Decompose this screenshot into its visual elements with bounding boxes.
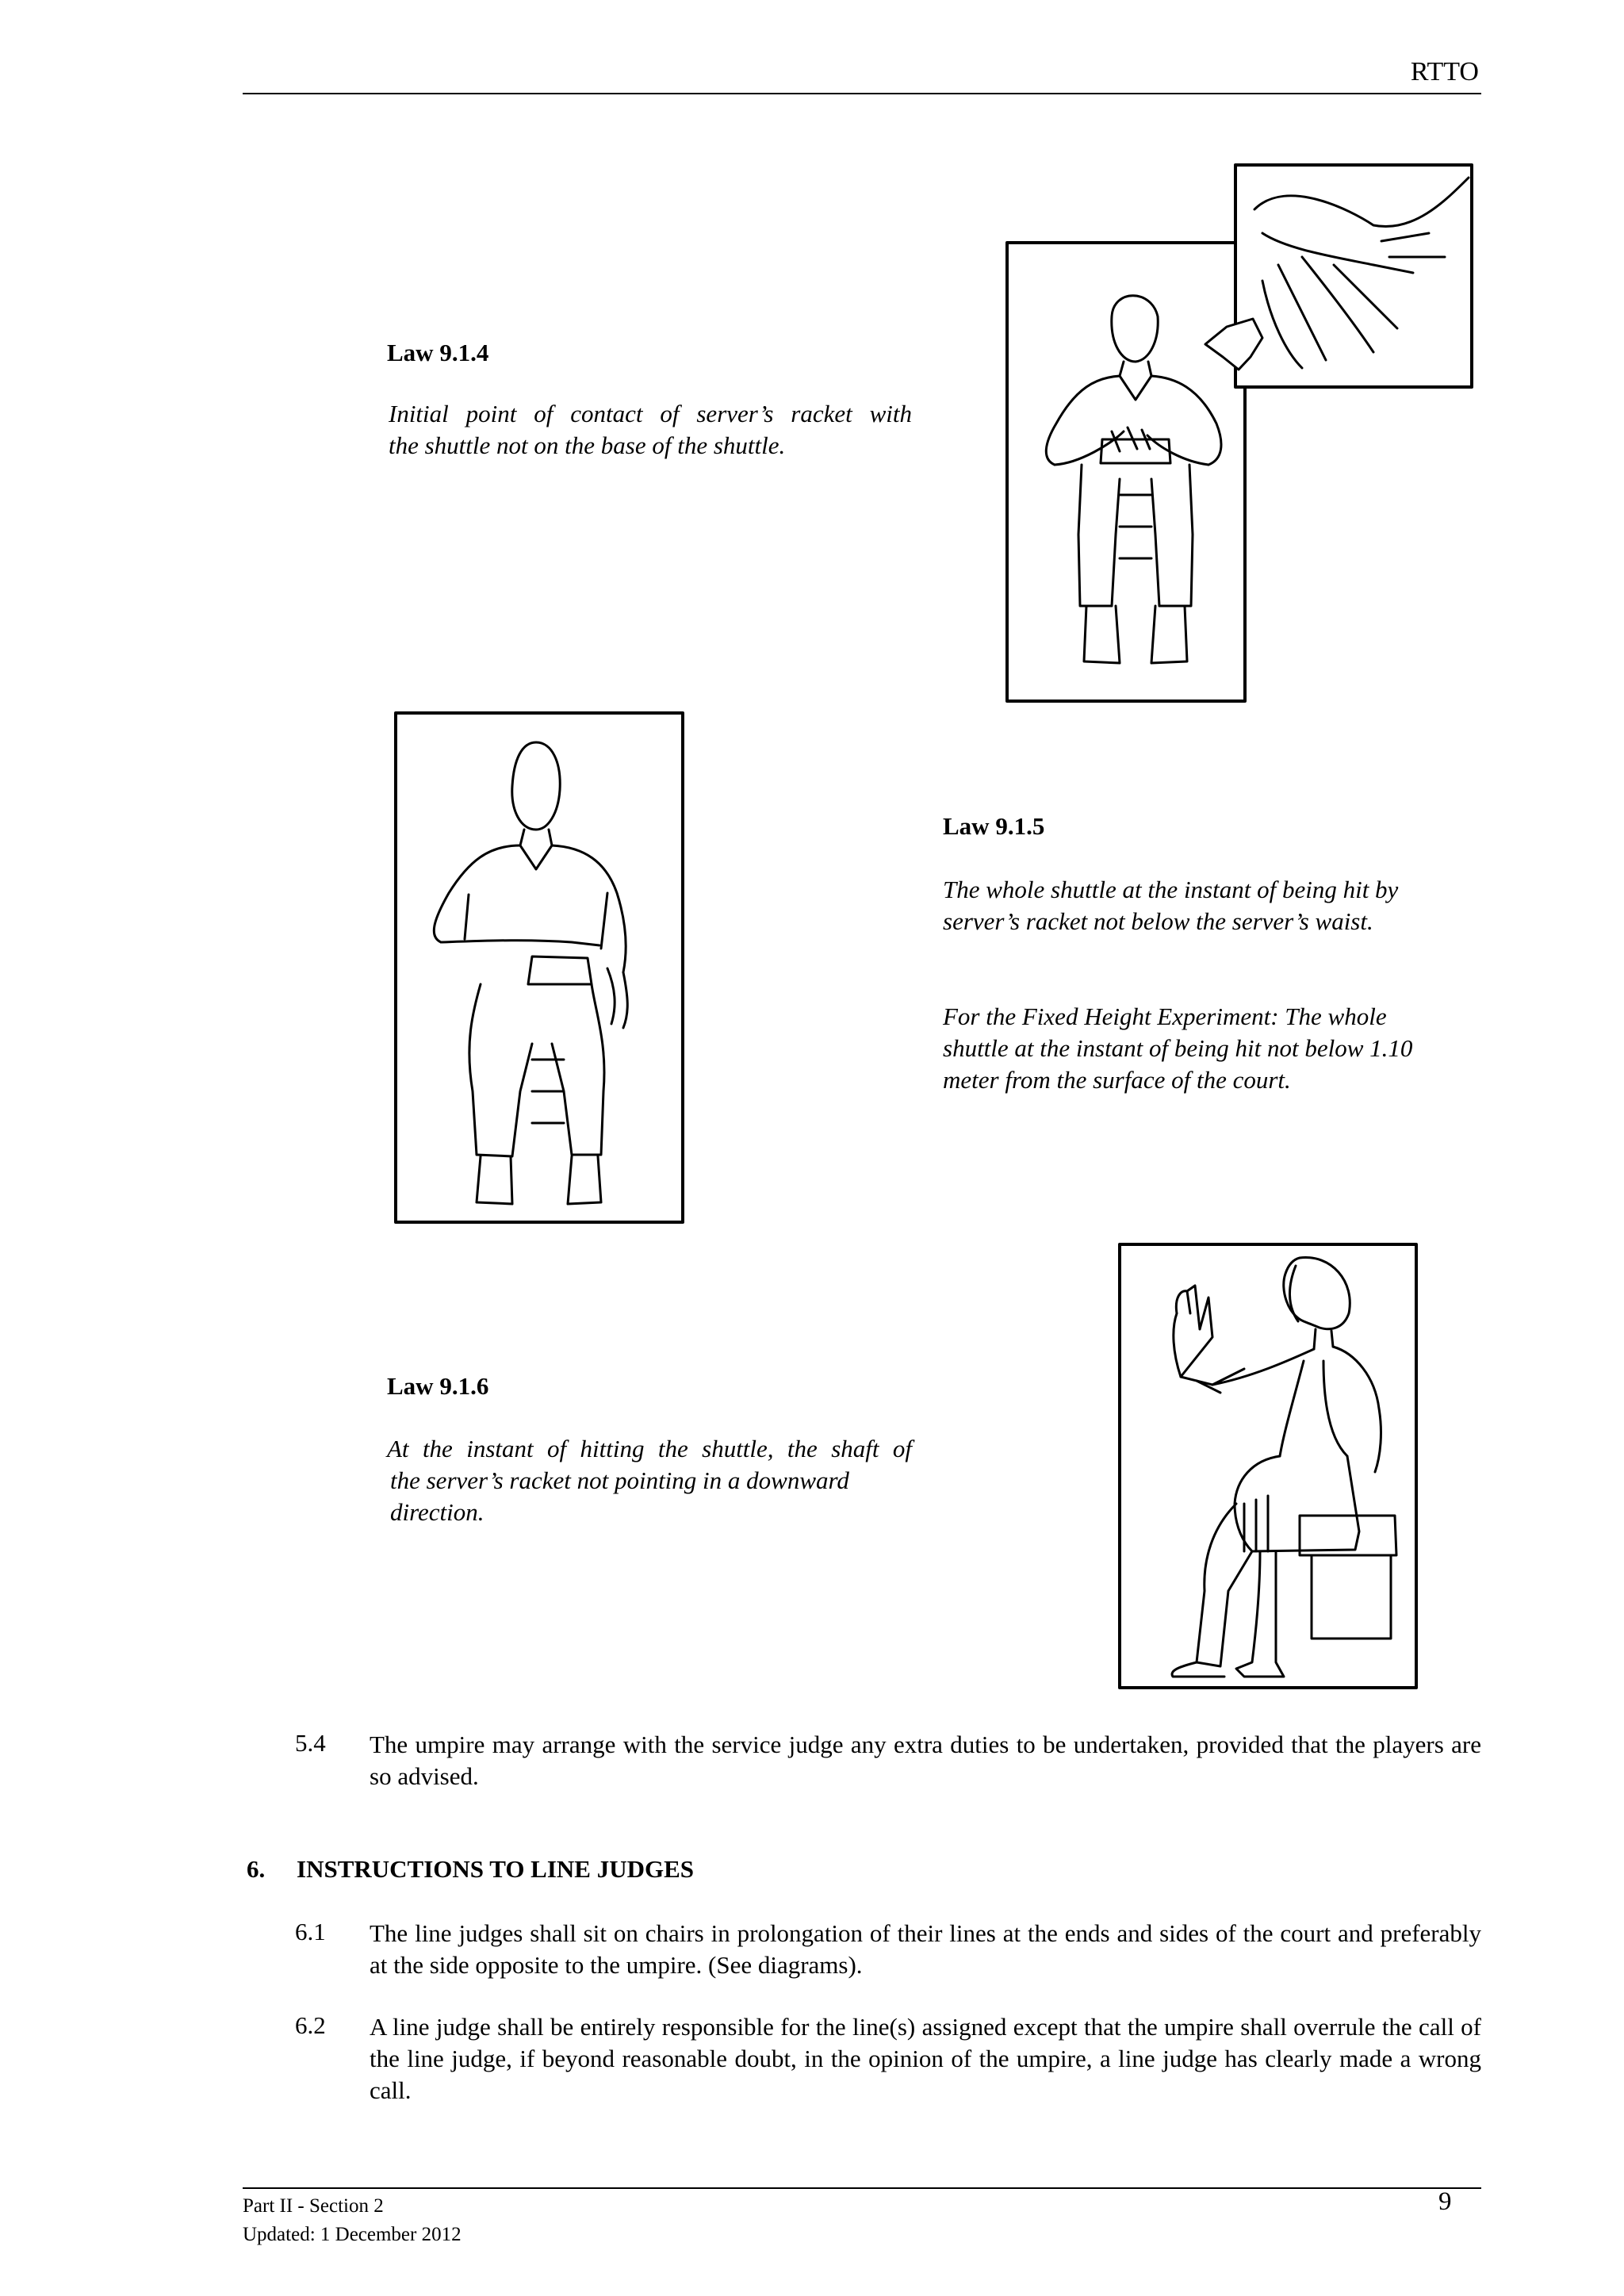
law-9-1-4-description	[389, 398, 912, 462]
law-9-1-6-title: Law 9.1.6	[387, 1372, 489, 1400]
law-9-1-4-line: the shuttle not on the base of the shuttle.	[389, 431, 786, 459]
law-9-1-4-illustration	[1001, 162, 1477, 709]
law-9-1-6-line: direction.	[390, 1498, 485, 1526]
law-9-1-6-illustration	[1117, 1242, 1419, 1690]
law-9-1-4-title: Law 9.1.4	[387, 339, 489, 366]
paragraph-6-1: The line judges shall sit on chairs in prolongation of their lines at the ends and sides of the court and preferably at the side opposite to the umpire. (See diagrams).	[370, 1919, 1481, 1979]
law-9-1-5-note-line: meter from the surface of the court.	[943, 1066, 1291, 1094]
footer-section: Part II - Section 2	[243, 2195, 384, 2217]
figure-frame	[1007, 243, 1245, 701]
figure-frame	[396, 713, 683, 1222]
law-9-1-5-title: Law 9.1.5	[943, 812, 1045, 840]
section-number: 6.	[247, 1855, 266, 1883]
law-9-1-6-line: At the instant of hitting the shuttle, the shaft of	[387, 1435, 912, 1462]
law-9-1-5-note-line: For the Fixed Height Experiment: The whole	[943, 1002, 1387, 1030]
law-9-1-5-illustration	[393, 711, 687, 1226]
paragraph-number: 6.2	[295, 2011, 326, 2039]
law-9-1-5-line: server’s racket not below the server’s waist.	[943, 907, 1373, 935]
figure-frame	[1120, 1244, 1416, 1688]
header-label: RTTO	[1410, 57, 1479, 86]
law-9-1-5-experiment-note	[943, 1001, 1466, 1096]
law-9-1-6-line: the server’s racket not pointing in a downward	[390, 1466, 849, 1494]
footer-updated: Updated: 1 December 2012	[243, 2224, 462, 2245]
law-9-1-5-note-line: shuttle at the instant of being hit not below 1.10	[943, 1034, 1413, 1062]
section-title: INSTRUCTIONS TO LINE JUDGES	[297, 1855, 695, 1883]
law-9-1-5-description	[943, 874, 1466, 937]
footer-rule	[243, 2187, 1481, 2189]
paragraph-number: 5.4	[295, 1729, 326, 1757]
law-9-1-4-line: Initial point of contact of server’s racket with	[389, 400, 912, 427]
paragraph-number: 6.1	[295, 1918, 326, 1945]
paragraph-6-2: A line judge shall be entirely responsible for the line(s) assigned except that the umpire shall overrule the call of the line judge, if beyond reasonable doubt, in the opinion of the umpire, a line judge has clearly made a wrong call.	[370, 2013, 1481, 2104]
page-number: 9	[1438, 2187, 1452, 2216]
law-9-1-6-description	[387, 1433, 912, 1528]
law-9-1-5-line: The whole shuttle at the instant of being hit by	[943, 876, 1399, 903]
header-rule	[243, 93, 1481, 94]
paragraph-5-4: The umpire may arrange with the service judge any extra duties to be undertaken, provided that the players are so advised.	[370, 1731, 1481, 1790]
footer-info	[243, 2192, 462, 2249]
